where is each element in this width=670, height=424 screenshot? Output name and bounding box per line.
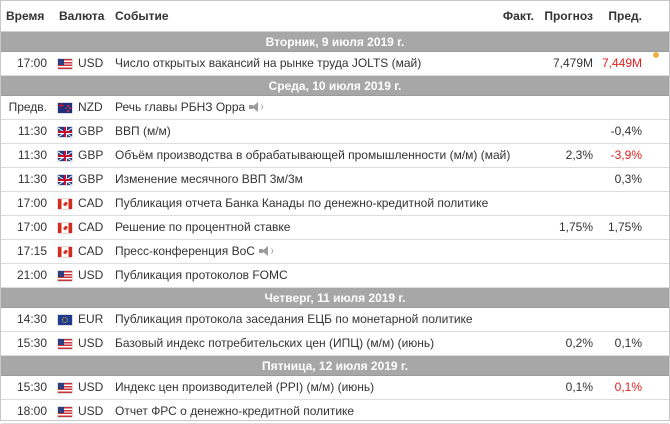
currency-flag <box>58 315 72 325</box>
event-previous: -0,4% <box>610 124 642 138</box>
event-previous: 1,75% <box>607 220 642 234</box>
currency-flag <box>58 339 72 349</box>
event-row[interactable] <box>1 332 669 356</box>
canada-flag-icon <box>58 247 72 257</box>
event-time: 15:30 <box>16 380 47 394</box>
header-event: Событие <box>115 9 169 23</box>
event-currency: GBP <box>78 148 104 162</box>
day-header <box>1 356 669 376</box>
currency-flag <box>58 151 72 161</box>
day-title: Четверг, 11 июля 2019 г. <box>264 291 406 305</box>
event-forecast: 7,479M <box>552 56 593 70</box>
us-flag-icon <box>58 59 72 69</box>
event-name[interactable] <box>115 332 434 355</box>
event-row[interactable] <box>1 264 669 288</box>
event-currency: USD <box>78 56 104 70</box>
day-title: Среда, 10 июля 2019 г. <box>268 79 402 93</box>
event-previous: 7,449M <box>601 56 642 70</box>
event-time: 14:30 <box>16 312 47 326</box>
currency-flag <box>58 223 72 233</box>
pending-release-dot-icon <box>653 52 659 58</box>
event-row[interactable] <box>1 216 669 240</box>
currency-flag <box>58 247 72 257</box>
table-header <box>1 1 669 32</box>
event-name-text: Индекс цен производителей (PPI) (м/м) (июнь) <box>115 380 375 394</box>
event-time: Предв. <box>8 100 47 114</box>
event-name[interactable] <box>115 96 263 119</box>
event-row[interactable] <box>1 400 669 424</box>
event-name-text: Решение по процентной ставке <box>115 220 291 234</box>
currency-flag <box>58 271 72 281</box>
event-name-text: Публикация протоколов FOMC <box>115 268 288 282</box>
us-flag-icon <box>58 339 72 349</box>
header-forecast: Прогноз <box>544 9 593 23</box>
event-time: 18:00 <box>16 404 47 418</box>
currency-flag <box>58 199 72 209</box>
event-name-text: Пресс-конференция BoC <box>115 244 255 258</box>
us-flag-icon <box>58 407 72 417</box>
header-actual: Факт. <box>502 9 534 23</box>
event-name-text: Объём производства в обрабатывающей промышленности (м/м) (май) <box>115 148 511 162</box>
event-name[interactable] <box>115 376 374 399</box>
event-currency: EUR <box>78 312 104 326</box>
event-row[interactable] <box>1 240 669 264</box>
uk-flag-icon <box>58 151 72 161</box>
event-row[interactable] <box>1 144 669 168</box>
event-currency: USD <box>78 404 104 418</box>
event-name-text: Речь главы РБНЗ Орра <box>115 100 246 114</box>
event-time: 17:00 <box>16 220 47 234</box>
event-currency: USD <box>78 380 104 394</box>
event-forecast: 1,75% <box>558 220 593 234</box>
canada-flag-icon <box>58 199 72 209</box>
day-title: Вторник, 9 июля 2019 г. <box>265 35 405 49</box>
event-name-text: Публикация отчета Банка Канады по денежно-кредитной политике <box>115 196 489 210</box>
canada-flag-icon <box>58 223 72 233</box>
event-forecast: 0,2% <box>565 336 593 350</box>
event-currency: CAD <box>78 196 104 210</box>
event-forecast: 2,3% <box>565 148 593 162</box>
event-forecast: 0,1% <box>565 380 593 394</box>
header-currency: Валюта <box>59 9 105 23</box>
uk-flag-icon <box>58 175 72 185</box>
event-time: 21:00 <box>16 268 47 282</box>
event-row[interactable] <box>1 192 669 216</box>
event-time: 15:30 <box>16 336 47 350</box>
event-name-text: Изменение месячного ВВП 3м/3м <box>115 172 303 186</box>
event-currency: CAD <box>78 220 104 234</box>
event-name[interactable] <box>115 144 510 167</box>
event-name[interactable] <box>115 308 473 331</box>
event-name[interactable] <box>115 192 488 215</box>
event-currency: GBP <box>78 124 104 138</box>
event-currency: USD <box>78 336 104 350</box>
eu-flag-icon <box>58 315 72 325</box>
event-name-text: Число открытых вакансий на рынке труда JOLTS (май) <box>115 56 422 70</box>
event-name-text: Отчет ФРС о денежно-кредитной политике <box>115 404 355 418</box>
event-name-text: Публикация протокола заседания ЕЦБ по монетарной политике <box>115 312 473 326</box>
event-name[interactable] <box>115 120 171 143</box>
new-zealand-flag-icon <box>58 103 72 113</box>
event-row[interactable] <box>1 96 669 120</box>
day-header <box>1 32 669 52</box>
calendar-body <box>1 32 669 424</box>
event-time: 11:30 <box>17 172 47 186</box>
event-previous: -3,9% <box>610 148 642 162</box>
day-header <box>1 76 669 96</box>
event-time: 11:30 <box>17 148 47 162</box>
currency-flag <box>58 127 72 137</box>
currency-flag <box>58 383 72 393</box>
event-time: 11:30 <box>17 124 47 138</box>
event-time: 17:00 <box>16 196 47 210</box>
us-flag-icon <box>58 383 72 393</box>
event-row[interactable] <box>1 52 669 76</box>
day-title: Пятница, 12 июля 2019 г. <box>261 359 409 373</box>
us-flag-icon <box>58 271 72 281</box>
event-name[interactable] <box>115 168 303 191</box>
day-header <box>1 288 669 308</box>
event-name[interactable] <box>115 400 354 423</box>
event-name-text: ВВП (м/м) <box>115 124 171 138</box>
event-row[interactable] <box>1 120 669 144</box>
event-currency: CAD <box>78 244 104 258</box>
currency-flag <box>58 59 72 69</box>
currency-flag <box>58 407 72 417</box>
event-time: 17:15 <box>16 244 47 258</box>
event-row[interactable] <box>1 308 669 332</box>
speech-icon <box>259 246 273 256</box>
event-previous: 0,1% <box>614 336 642 350</box>
event-name[interactable] <box>115 52 421 75</box>
event-name[interactable] <box>115 240 273 263</box>
currency-flag <box>58 175 72 185</box>
event-row[interactable] <box>1 168 669 192</box>
header-time: Время <box>6 9 45 23</box>
event-row[interactable] <box>1 376 669 400</box>
event-currency: GBP <box>78 172 104 186</box>
event-previous: 0,3% <box>614 172 642 186</box>
event-name-text: Базовый индекс потребительских цен (ИПЦ) (м/м) (июнь) <box>115 336 435 350</box>
header-previous: Пред. <box>608 9 642 23</box>
event-time: 17:00 <box>16 56 47 70</box>
event-name[interactable] <box>115 264 288 287</box>
currency-flag <box>58 103 72 113</box>
event-previous: 0,1% <box>614 380 642 394</box>
uk-flag-icon <box>58 127 72 137</box>
event-name[interactable] <box>115 216 290 239</box>
speech-icon <box>249 102 263 112</box>
event-currency: USD <box>78 268 104 282</box>
event-currency: NZD <box>78 100 103 114</box>
